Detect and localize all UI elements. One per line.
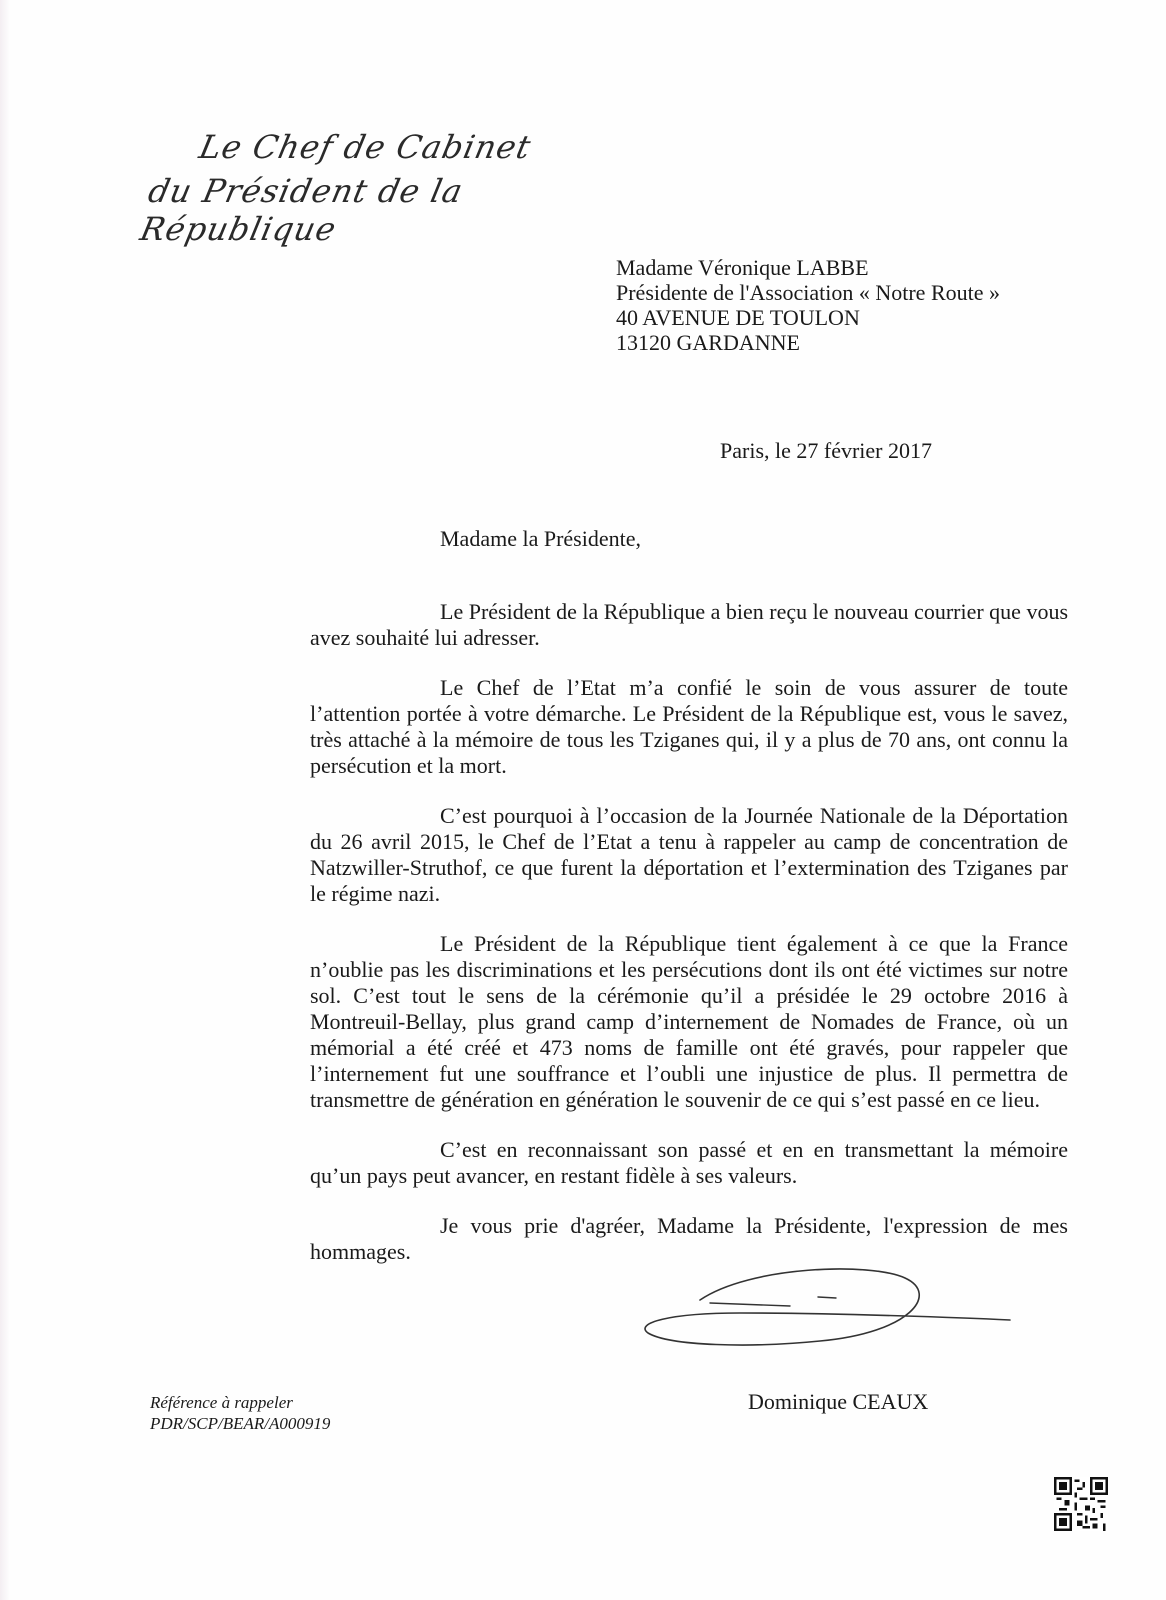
letterhead-line-2: du Président de la République [136, 172, 467, 248]
signer-name: Dominique CEAUX [748, 1389, 929, 1414]
body-paragraph: Le Président de la République tient également à ce que la France n’oublie pas les discriminations et les persécutions dont ils ont été victimes sur notre sol. C’est tout le sens de la cérémonie qu’il a présidée le 29 octobre 2016 à Montreuil-Bellay, plus grand camp d’internement de Nomades de France, où un mémorial a été créé et 473 noms de famille ont été gravés, pour rappeler que l’internement fut une souffrance et l’oubli une injustice de plus. Il permettra de transmettre de génération en génération le souvenir de ce qui s’est passé en ce lieu. [310, 931, 1068, 1112]
letter-body [310, 599, 1068, 1289]
reference-block [150, 1392, 330, 1434]
salutation: Madame la Présidente, [440, 526, 641, 551]
qr-code-icon [1054, 1477, 1108, 1531]
body-paragraph: Le Chef de l’Etat m’a confié le soin de vous assurer de toute l’attention portée à votre démarche. Le Président de la République est, vous le savez, très attaché à la mémoire de tous les Tziganes qui, il y a plus de 70 ans, ont connu la persécution et la mort. [310, 675, 1068, 778]
recipient-title: Présidente de l'Association « Notre Route » [616, 280, 1001, 305]
body-paragraph: C’est en reconnaissant son passé et en en transmettant la mémoire qu’un pays peut avancer, en restant fidèle à ses valeurs. [310, 1137, 1068, 1188]
letter-date: Paris, le 27 février 2017 [720, 438, 932, 463]
body-paragraph: C’est pourquoi à l’occasion de la Journée Nationale de la Déportation du 26 avril 2015, le Chef de l’Etat a tenu à rappeler au camp de concentration de Natzwiller-Struthof, ce que furent la déportation et l’extermination des Tziganes par le régime nazi. [310, 803, 1068, 906]
body-paragraph: Je vous prie d'agréer, Madame la Présidente, l'expression de mes hommages. [310, 1213, 1068, 1264]
letterhead-line-1: Le Chef de Cabinet [195, 128, 535, 166]
recipient-address [616, 255, 1000, 355]
recipient-name: Madame Véronique LABBE [616, 255, 869, 280]
recipient-street: 40 AVENUE DE TOULON [616, 305, 860, 330]
letterhead [136, 128, 545, 248]
handwritten-signature [640, 1258, 1040, 1378]
paper-edge [0, 0, 10, 1600]
recipient-city: 13120 GARDANNE [616, 330, 800, 355]
body-paragraph: Le Président de la République a bien reçu le nouveau courrier que vous avez souhaité lui adresser. [310, 599, 1068, 650]
reference-code: PDR/SCP/BEAR/A000919 [150, 1414, 331, 1433]
reference-label: Référence à rappeler [150, 1393, 293, 1412]
